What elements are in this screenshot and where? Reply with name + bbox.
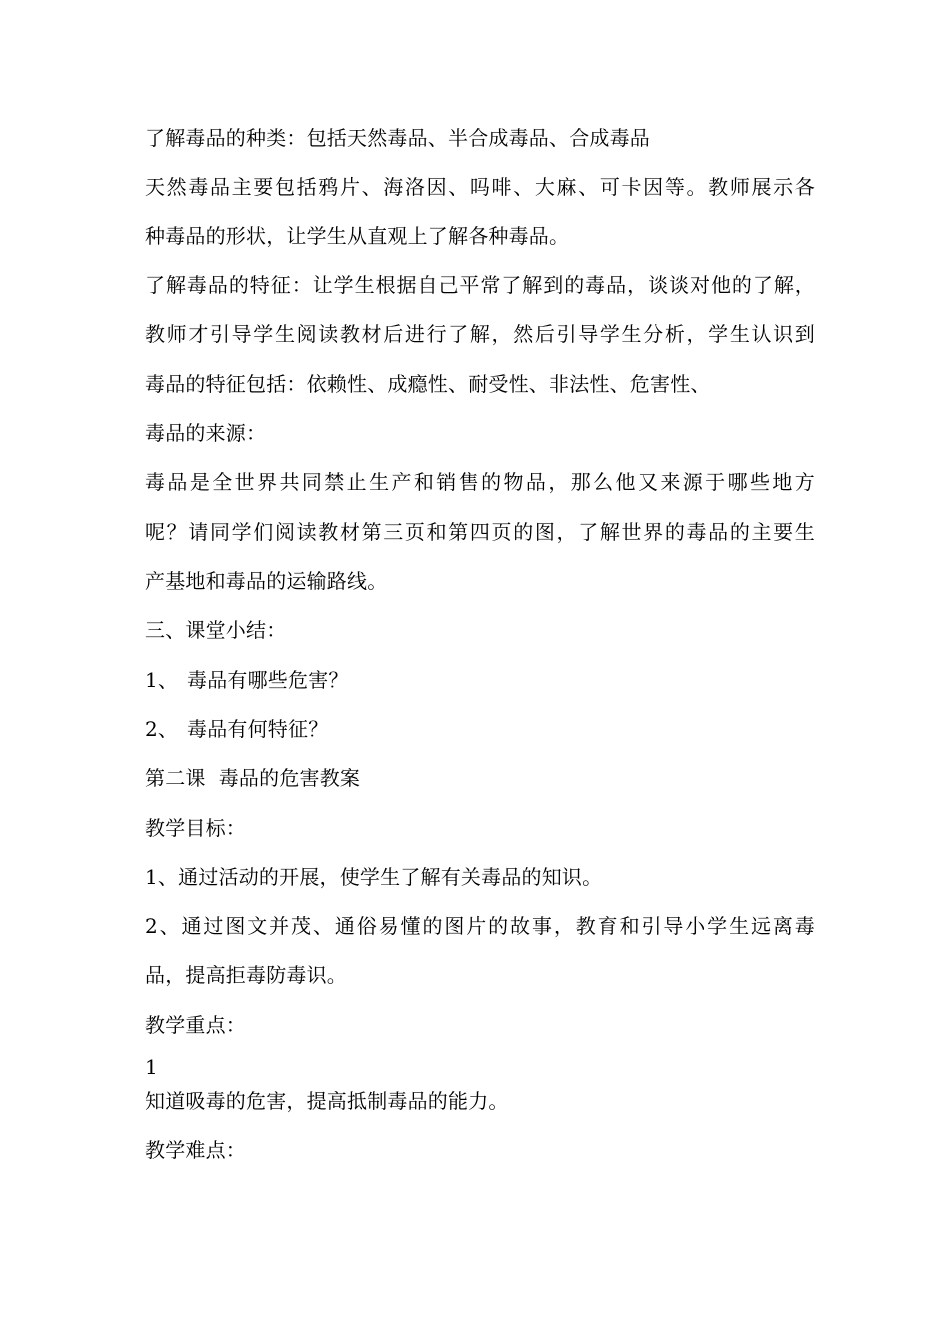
- page-number: 1: [145, 1055, 158, 1079]
- summary-item: [145, 668, 815, 692]
- teaching-focus-text: 知道吸毒的危害，提高抵制毒品的能力。: [145, 1089, 509, 1113]
- paragraph-drug-features-line3: 毒品的特征包括：依赖性、成瘾性、耐受性、非法性、危害性、: [145, 372, 711, 396]
- summary-item-text: 毒品有何特征？: [187, 717, 329, 741]
- summary-item-number: 2、: [145, 717, 179, 741]
- paragraph-drug-features-line1: 了解毒品的特征：让学生根据自己平常了解到的毒品，谈谈对他的了解，: [145, 273, 815, 297]
- paragraph-drug-types: 了解毒品的种类：包括天然毒品、半合成毒品、合成毒品: [145, 126, 650, 150]
- heading-teaching-goals: 教学目标：: [145, 816, 246, 840]
- heading-class-summary: 三、课堂小结：: [145, 618, 287, 642]
- paragraph-drug-sources-line1: 毒品是全世界共同禁止生产和销售的物品，那么他又来源于哪些地方: [145, 470, 815, 494]
- paragraph-natural-drugs-line2: 种毒品的形状，让学生从直观上了解各种毒品。: [145, 224, 570, 248]
- teaching-goal-2-line1: 2、通过图文并茂、通俗易懂的图片的故事，教育和引导小学生远离毒: [145, 914, 815, 938]
- teaching-goal-2-line2: 品，提高拒毒防毒识。: [145, 963, 347, 987]
- paragraph-natural-drugs-line1: 天然毒品主要包括鸦片、海洛因、吗啡、大麻、可卡因等。教师展示各: [145, 175, 815, 199]
- heading-drug-sources: 毒品的来源：: [145, 421, 267, 445]
- teaching-goal-1: 1、通过活动的开展，使学生了解有关毒品的知识。: [145, 865, 603, 889]
- lesson-title: 第二课 毒品的危害教案: [145, 766, 361, 790]
- summary-item: [145, 717, 815, 741]
- summary-item-text: 毒品有哪些危害？: [187, 668, 349, 692]
- paragraph-drug-sources-line2: 呢？请同学们阅读教材第三页和第四页的图，了解世界的毒品的主要生: [145, 520, 815, 544]
- paragraph-drug-features-line2: 教师才引导学生阅读教材后进行了解，然后引导学生分析，学生认识到: [145, 322, 815, 346]
- heading-teaching-difficulty: 教学难点：: [145, 1138, 246, 1162]
- paragraph-drug-sources-line3: 产基地和毒品的运输路线。: [145, 569, 388, 593]
- heading-teaching-focus: 教学重点：: [145, 1013, 246, 1037]
- summary-item-number: 1、: [145, 668, 179, 692]
